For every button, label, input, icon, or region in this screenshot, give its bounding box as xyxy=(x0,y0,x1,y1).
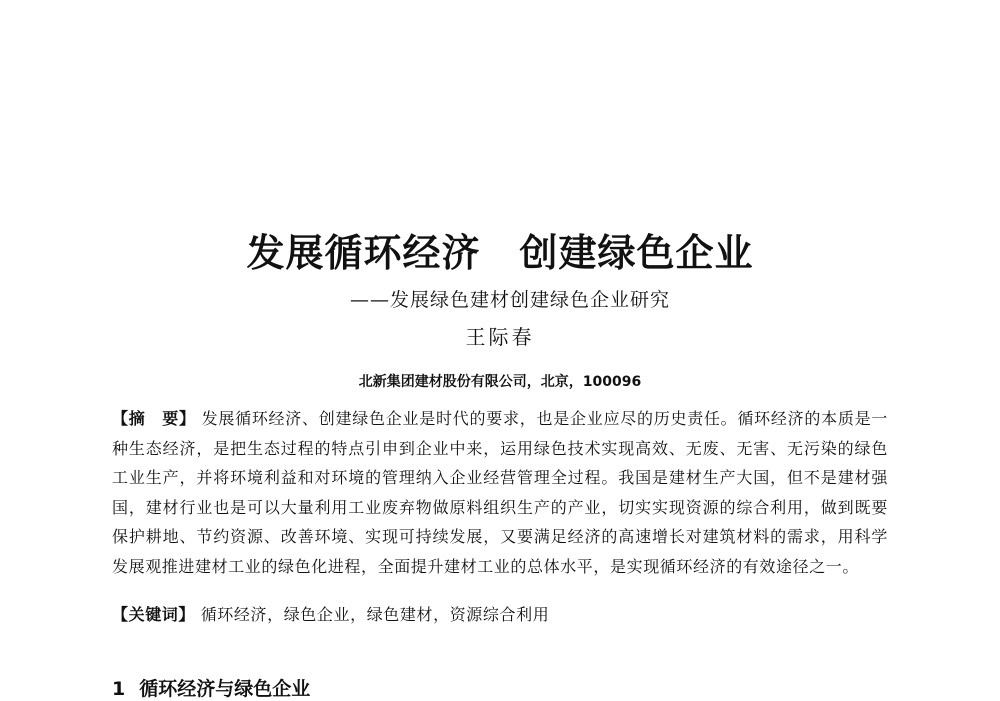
keywords-label: 【关键词】 xyxy=(112,605,196,624)
section-title: 循环经济与绿色企业 xyxy=(139,678,311,700)
abstract-label: 【摘 要】 xyxy=(112,409,196,428)
author-affiliation: 北新集团建材股份有限公司，北京，100096 xyxy=(358,374,642,390)
section-number: 1 xyxy=(112,678,126,700)
abstract xyxy=(112,404,888,581)
keywords-text: 循环经济，绿色企业，绿色建材，资源综合利用 xyxy=(200,605,550,624)
abstract-text: 发展循环经济、创建绿色企业是时代的要求，也是企业应尽的历史责任。循环经济的本质是一种生态经济，是把生态过程的特点引申到企业中来，运用绿色技术实现高效、无废、无害、无污染的绿色工业生产，并将环境利益和对环境的管理纳入企业经营管理全过程。我国是建材生产大国，但不是建材强国，建材行业也是可以大量利用工业废弃物做原料组织生产的产业，切实实现资源的综合利用，做到既要保护耕地、节约资源、改善环境、实现可持续发展，又要满足经济的高速增长对建筑材料的需求，用科学发展观推进建材工业的绿色化进程，全面提升建材工业的总体水平，是实现循环经济的有效途径之一。 xyxy=(112,409,888,576)
paper-title: 发展循环经济 创建绿色企业 xyxy=(246,231,754,275)
keywords xyxy=(112,602,888,625)
section-heading xyxy=(112,674,310,701)
paper-subtitle: ——发展绿色建材创建绿色企业研究 xyxy=(349,289,670,311)
author-name: 王际春 xyxy=(465,325,535,349)
